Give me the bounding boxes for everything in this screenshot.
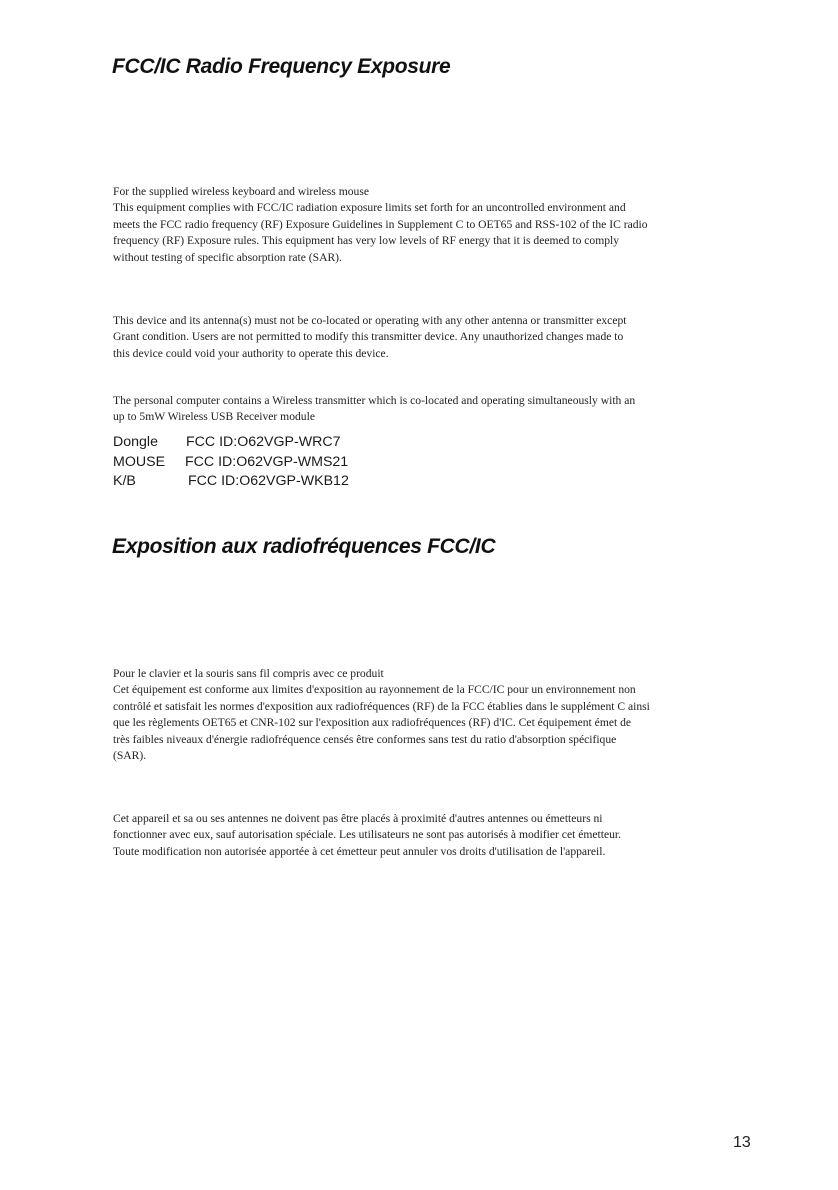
text-line: Cet appareil et sa ou ses antennes ne doivent pas être placés à proximité d'autres antennes ou émetteurs ni — [113, 812, 603, 825]
text-line: this device could void your authority to operate this device. — [113, 346, 389, 360]
text-line: très faibles niveaux d'énergie radiofréquence censés être conformes sans test du ratio d'absorption spécifique — [113, 732, 617, 746]
text-line: (SAR). — [113, 749, 147, 763]
fcc-id: FCC ID:O62VGP-WKB12 — [188, 473, 349, 489]
fcc-id-list — [113, 433, 349, 492]
text-line: contrôlé et satisfait les normes d'exposition aux radiofréquences (RF) de la FCC établies dans le supplément C ainsi — [113, 699, 650, 713]
french-paragraph-colocation — [113, 811, 753, 860]
text-line: without testing of specific absorption rate (SAR). — [113, 250, 342, 264]
fcc-id-row — [113, 472, 349, 492]
text-line: Cet équipement est conforme aux limites d'exposition au rayonnement de la FCC/IC pour un environnement non — [113, 683, 636, 697]
english-paragraph-colocation — [113, 313, 753, 362]
text-line: For the supplied wireless keyboard and wireless mouse — [113, 185, 369, 198]
french-heading: Exposition aux radiofréquences FCC/IC — [112, 535, 496, 558]
text-line: frequency (RF) Exposure rules. This equipment has very low levels of RF energy that it is deemed to comply — [113, 234, 620, 248]
english-paragraph-transmitter — [113, 393, 753, 426]
text-line: This equipment complies with FCC/IC radiation exposure limits set forth for an uncontrolled environment and — [113, 201, 626, 215]
text-line: fonctionner avec eux, sauf autorisation spéciale. Les utilisateurs ne sont pas autorisés à modifier cet émetteur. — [113, 828, 622, 842]
english-heading: FCC/IC Radio Frequency Exposure — [112, 55, 451, 78]
text-line: Pour le clavier et la souris sans fil compris avec ce produit — [113, 667, 384, 680]
text-line: This device and its antenna(s) must not be co-located or operating with any other antenna or transmitter except — [113, 314, 627, 327]
device-name: MOUSE — [113, 453, 166, 470]
fcc-id: FCC ID:O62VGP-WMS21 — [185, 453, 349, 470]
text-line: Toute modification non autorisée apportée à cet émetteur peut annuler vos droits d'utilisation de l'appareil. — [113, 844, 606, 858]
french-paragraph-sar — [113, 666, 753, 764]
text-line: Grant condition. Users are not permitted to modify this transmitter device. Any unauthorized changes made to — [113, 330, 624, 344]
page-number: 13 — [733, 1134, 751, 1151]
fcc-id: FCC ID:O62VGP-WRC7 — [186, 434, 341, 450]
fcc-id-row — [113, 453, 349, 473]
text-line: que les règlements OET65 et CNR-102 sur l'exposition aux radiofréquences (RF) d'IC. Cet équipement émet de — [113, 716, 632, 730]
device-name: Dongle — [113, 434, 158, 450]
text-line: meets the FCC radio frequency (RF) Exposure Guidelines in Supplement C to OET65 and RSS-102 of the IC radio — [113, 217, 648, 231]
fcc-id-row — [113, 433, 349, 453]
english-paragraph-sar — [113, 184, 753, 266]
text-line: The personal computer contains a Wireless transmitter which is co-located and operating simultaneously with an — [113, 394, 636, 407]
device-name: K/B — [113, 473, 136, 489]
text-line: up to 5mW Wireless USB Receiver module — [113, 410, 315, 424]
